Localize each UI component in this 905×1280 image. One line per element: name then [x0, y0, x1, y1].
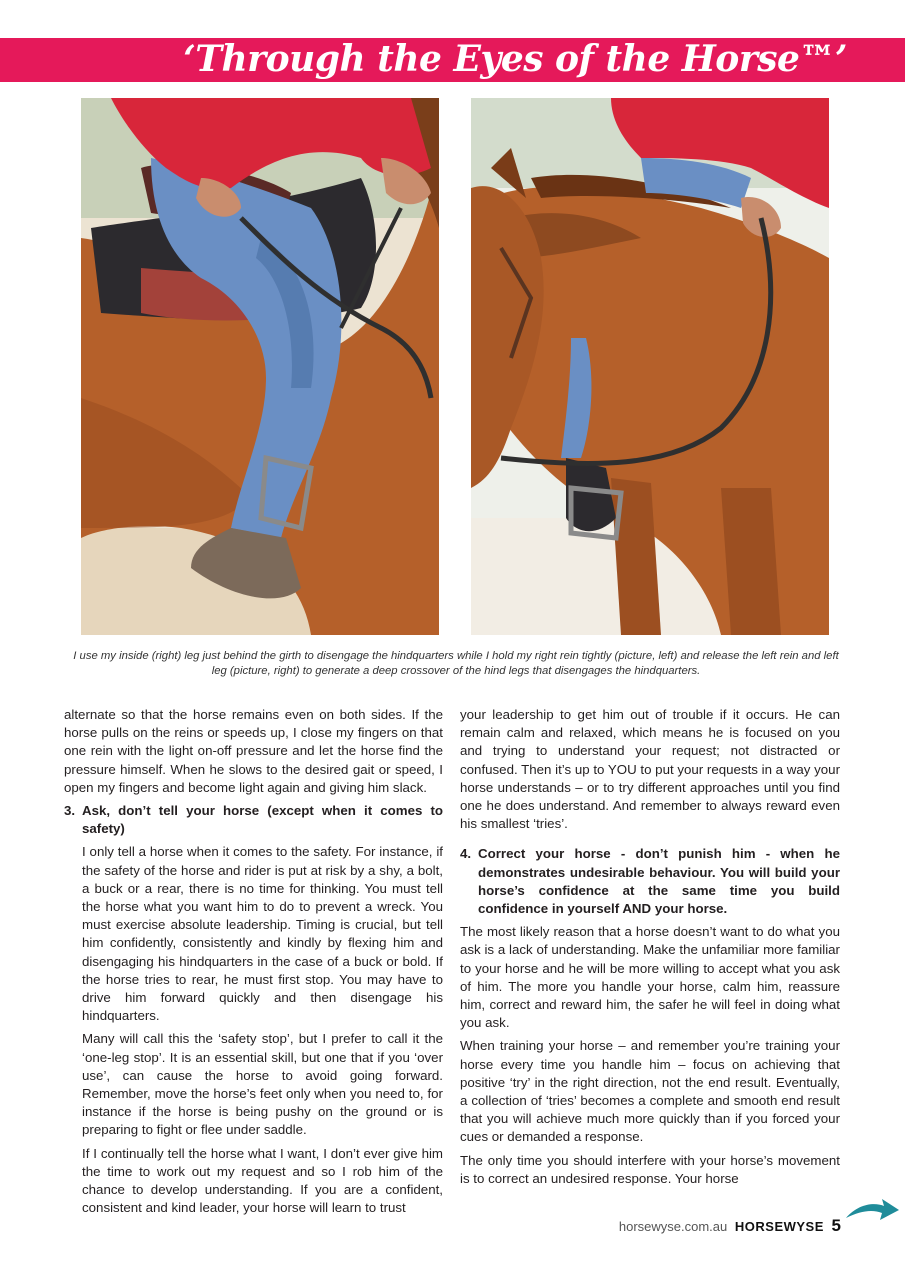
horse-rein-release-photo: [471, 98, 829, 635]
paragraph: I only tell a horse when it comes to the safety. For instance, if the safety of the horse and rider is put at risk by a shy, a bolt, a buck or a rear, there is no time for thinking. You must tell the horse what you want him to do to prevent a wreck. You must exercise absolute leadership. Timing is crucial, but tell him confidently, consistently and kindly by flexing him and disengaging his hindquarters in the case of a buck or bold. If the horse tries to rear, he must first stop. You may have to drive him forward quickly and then disengage his hindquarters.: [82, 844, 443, 1024]
item-heading: Ask, don’t tell your horse (except when it comes to safety): [82, 803, 443, 837]
magazine-name: HORSEWYSE: [734, 1219, 824, 1234]
paragraph: The most likely reason that a horse doesn’t want to do what you ask is a lack of understanding. Make the unfamiliar more familiar to your horse and he will be more willing to accept what you ask of him. The more you handle your horse, calm him, reassure him, correct and reward him, the safer he will feel in doing what you ask.: [460, 924, 840, 1031]
item-number: 3.: [64, 803, 76, 819]
item-number: 4.: [460, 846, 472, 862]
photo-left: [81, 98, 439, 635]
numbered-heading: [460, 845, 840, 918]
left-column: [64, 706, 443, 1222]
photo-right: [471, 98, 829, 635]
numbered-heading: [64, 802, 443, 838]
item-heading: Correct your horse - don’t punish him - when he demonstrates undesirable behaviour. You will build your horse’s confidence at the same time you build confidence in yourself AND your horse.: [478, 846, 840, 917]
paragraph: alternate so that the horse remains even on both sides. If the horse pulls on the reins or speeds up, I close my fingers on that one rein with the light on-off pressure and let the horse find the pressure himself. When he slows to the desired gait or speed, I open my fingers and become light again and giving him slack.: [64, 707, 443, 795]
paragraph: When training your horse – and remember you’re training your horse every time you handle him – focus on achieving that positive ‘try’ in the right direction, not the end result. Eventually, a collection of ‘tries’ becomes a complete and smooth end result that you will achieve much more quickly than if you forced your cues or demanded a response.: [460, 1038, 840, 1145]
page-header-title: ‘Through the Eyes of the Horse™’: [183, 38, 847, 80]
paragraph: If I continually tell the horse what I want, I don’t ever give him the time to work out my request and so I rob him of the chance to develop understanding. If you are a confident, consistent and kind leader, your horse will learn to trust: [82, 1145, 443, 1216]
photo-caption: I use my inside (right) leg just behind the girth to disengage the hindquarters while I hold my right rein tightly (picture, left) and release the left rein and left leg (picture, right) to generate a deep crossover of the hind legs that disengages the hindquarters.: [73, 650, 839, 677]
right-column: [460, 706, 840, 1193]
horse-rider-disengage-photo: [81, 98, 439, 635]
page-footer: [619, 1216, 841, 1236]
page-number: 5: [831, 1216, 841, 1235]
paragraph: The only time you should interfere with your horse’s movement is to correct an undesired response. Your horse: [460, 1152, 840, 1186]
next-page-arrow-icon[interactable]: [844, 1196, 900, 1229]
website-link[interactable]: horsewyse.com.au: [618, 1219, 728, 1234]
paragraph: your leadership to get him out of trouble if it occurs. He can remain calm and relaxed, which means he is focused on you and trying to understand your request; not distracted or confused. Then it’s up to YOU to put your requests in a way your horse understands – or to try different approaches until you find one he does understand. And remember to always reward even his smallest ‘tries’.: [460, 707, 840, 832]
paragraph: Many will call this the ‘safety stop’, but I prefer to call it the ‘one-leg stop’. It is an essential skill, but one that if you ‘over use’, can cause the horse to avoid going forward. Remember, move the horse’s feet only when you need to, for instance if the horse is being pushy on the ground or is preparing to fight or flee under saddle.: [82, 1031, 443, 1138]
header-banner: [0, 38, 905, 82]
